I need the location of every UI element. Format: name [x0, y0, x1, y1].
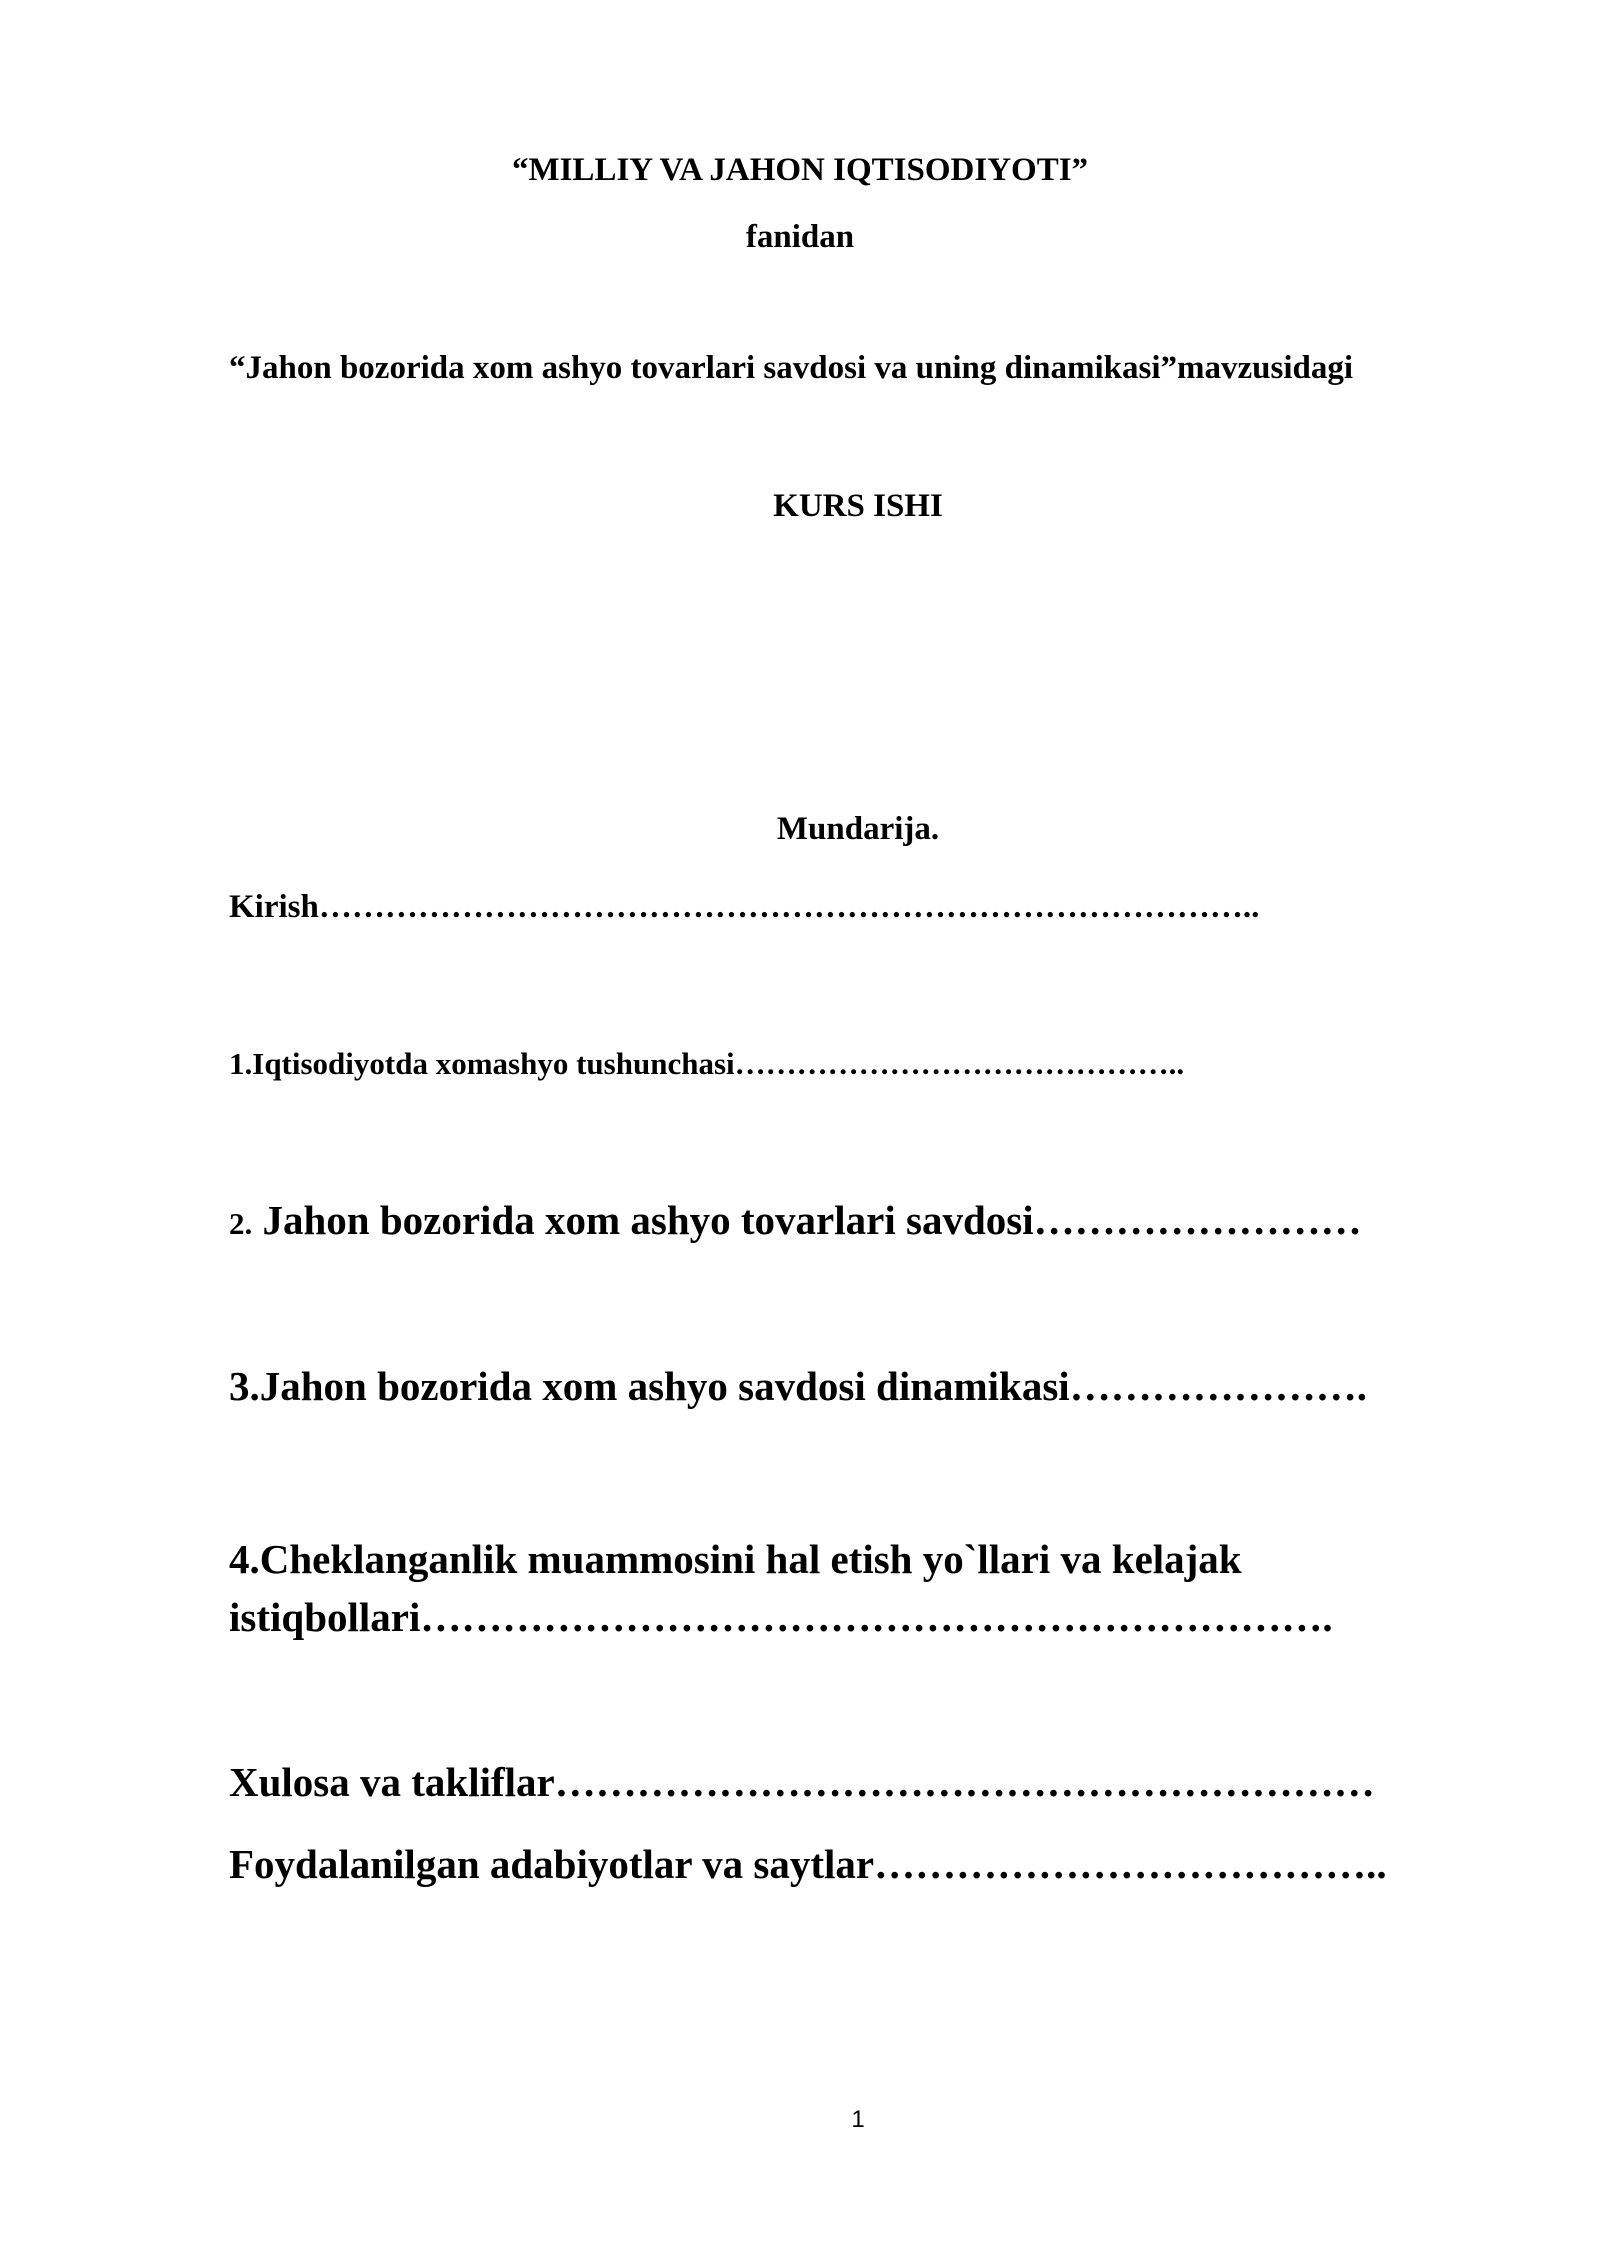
toc-entry-chapter-4-line-2: istiqbollari………………………………………………………….: [229, 1594, 1333, 1640]
toc-entry-chapter-1: 1.Iqtisodiyotda xomashyo tushunchasi……………………………………..: [229, 1046, 1185, 1081]
toc-entry-chapter-3: 3.Jahon bozorida xom ashyo savdosi dinamikasi………………….: [229, 1363, 1367, 1409]
document-type: KURS ISHI: [773, 488, 943, 524]
toc-entry-chapter-4: [229, 1530, 1333, 1646]
topic-line: “Jahon bozorida xom ashyo tovarlari savdosi va uning dinamikasi”mavzusidagi: [229, 350, 1354, 386]
toc-entry-chapter-2: [229, 1196, 1362, 1244]
page-number: 1: [851, 2106, 865, 2133]
toc-entry-chapter-2-title: Jahon bozorida xom ashyo tovarlari savdosi……………………: [252, 1197, 1362, 1243]
toc-heading: Mundarija.: [776, 811, 940, 847]
toc-entry-chapter-4-line-1: 4.Cheklanganlik muammosini hal etish yo`llari va kelajak: [229, 1536, 1242, 1582]
toc-entry-chapter-2-number: 2.: [229, 1206, 253, 1241]
subject-title: “MILLIY VA JAHON IQTISODIYOTI”: [511, 152, 1089, 188]
subject-suffix: fanidan: [745, 219, 855, 255]
toc-entry-references: Foydalanilgan adabiyotlar va saytlar………………………………..: [229, 1841, 1387, 1887]
toc-entry-introduction: Kirish…………………………………………………………………………..: [229, 889, 1260, 925]
toc-entry-conclusion: Xulosa va takliflar……………………………………………………: [229, 1759, 1375, 1805]
